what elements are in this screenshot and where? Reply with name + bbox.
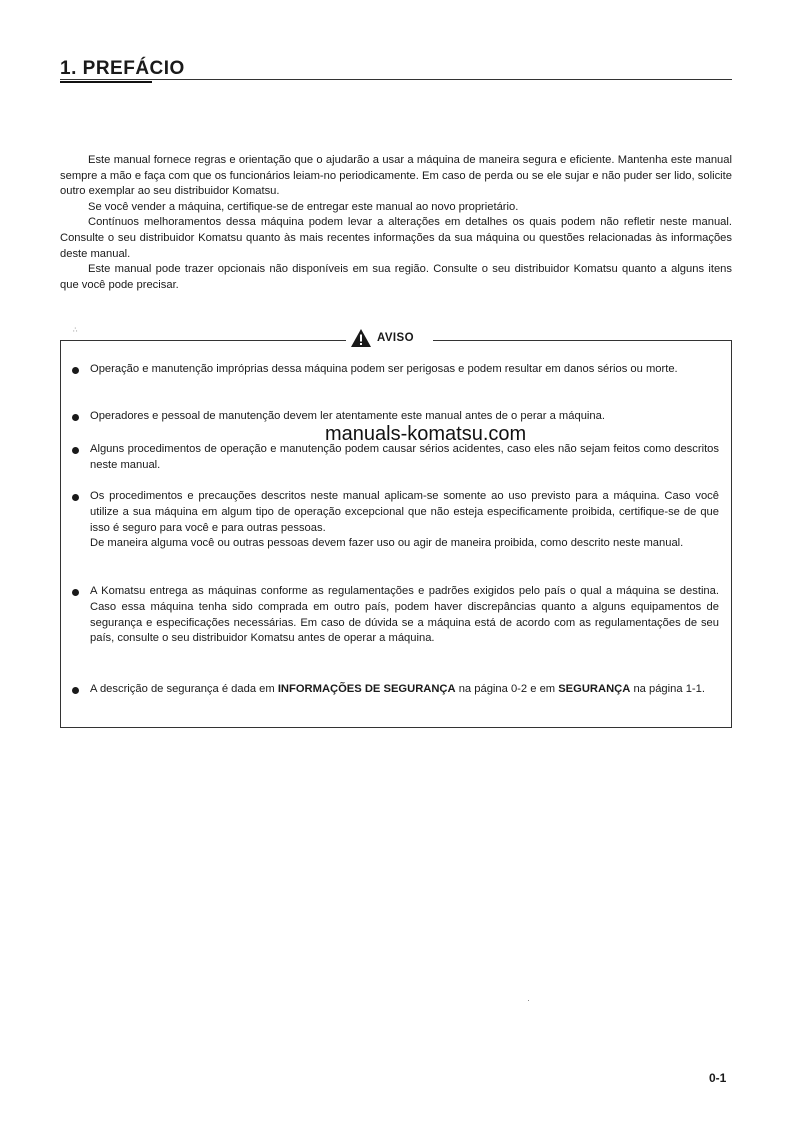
warning-item-text — [90, 489, 719, 552]
safety-ref-middle: na página 0-2 e em — [458, 683, 556, 695]
intro-paragraph: Este manual pode trazer opcionais não disponíveis em sua região. Consulte o seu distribuidor Komatsu quanto a alguns itens que você pode precisar. — [60, 263, 732, 291]
warning-triangle-icon — [350, 328, 372, 348]
warning-item-text: Operadores e pessoal de manutenção devem ler atentamente este manual antes de o perar a máquina. — [90, 410, 605, 422]
section-title — [60, 58, 185, 80]
safety-reference: SEGURANÇA — [558, 683, 631, 695]
section-title-text: PREFÁCIO — [82, 58, 185, 79]
intro-paragraph: Contínuos melhoramentos dessa máquina podem levar a alterações em detalhes os quais podem não refletir neste manual. Consulte o seu distribuidor Komatsu quanto às mais recentes informações da sua máquina ou questões relacionadas às informações deste manual. — [60, 216, 732, 260]
scan-speck — [528, 1000, 529, 1001]
watermark: manuals-komatsu.com — [325, 423, 527, 445]
bullet-icon — [72, 414, 79, 421]
safety-ref-suffix: na página 1-1. — [633, 683, 705, 695]
warning-top-rule-right — [433, 340, 731, 341]
safety-info-reference: INFORMAÇÕES DE SEGURANÇA — [277, 683, 456, 695]
warning-top-rule-left — [60, 340, 346, 341]
bullet-icon — [72, 447, 79, 454]
warning-label: AVISO — [377, 332, 414, 344]
intro-text — [60, 153, 732, 293]
bullet-icon — [72, 367, 79, 374]
warning-item-text: A Komatsu entrega as máquinas conforme as regulamentações e padrões exigidos pelo país o qual a máquina se destina. Caso essa máquina tenha sido comprada em outro país, podem haver discrepâncias quanto a alguns equipamentos de segurança e especificações necessárias. Em caso de dúvida se a máquina está de acordo com as regulamentações de seu país, consulte o seu distribuidor Komatsu antes de operar a máquina. — [90, 585, 719, 645]
warning-item-paragraph: De maneira alguma você ou outras pessoas devem fazer uso ou agir de maneira proibida, como descrito neste manual. — [90, 537, 684, 550]
warning-item-text: Alguns procedimentos de operação e manutenção podem causar sérios acidentes, caso eles não sejam feitos como descritos neste manual. — [90, 443, 719, 471]
warning-item-paragraph: Os procedimentos e precauções descritos neste manual aplicam-se somente ao uso previsto para a máquina. Caso você utilize a sua máquina em algum tipo de operação excepcional que não esteja especificamente proibida, certifique-se de que isso é seguro para você e para outras pessoas. — [90, 490, 719, 534]
page-number: 0-1 — [709, 1071, 727, 1085]
safety-ref-prefix: A descrição de segurança é dada em — [90, 683, 275, 695]
section-number: 1. — [60, 58, 77, 79]
warning-header — [350, 326, 430, 350]
warning-item-text: Operação e manutenção impróprias dessa máquina podem ser perigosas e podem resultar em danos sérios ou morte. — [90, 363, 678, 375]
title-rule — [60, 79, 732, 80]
warning-item-text — [90, 682, 719, 698]
scan-speck: ∴ — [73, 327, 78, 334]
bullet-icon — [72, 589, 79, 596]
title-underline — [60, 81, 152, 83]
intro-paragraph: Este manual fornece regras e orientação que o ajudarão a usar a máquina de maneira segura e eficiente. Mantenha este manual sempre a mão e faça com que os funcionários leiam-no periodicamente. Em caso de perda ou se ele sujar e não puder ser lido, solicite outro exemplar ao seu distribuidor Komatsu. — [60, 154, 732, 198]
intro-paragraph: Se você vender a máquina, certifique-se de entregar este manual ao novo proprietário. — [88, 200, 519, 213]
bullet-icon — [72, 687, 79, 694]
bullet-icon — [72, 494, 79, 501]
